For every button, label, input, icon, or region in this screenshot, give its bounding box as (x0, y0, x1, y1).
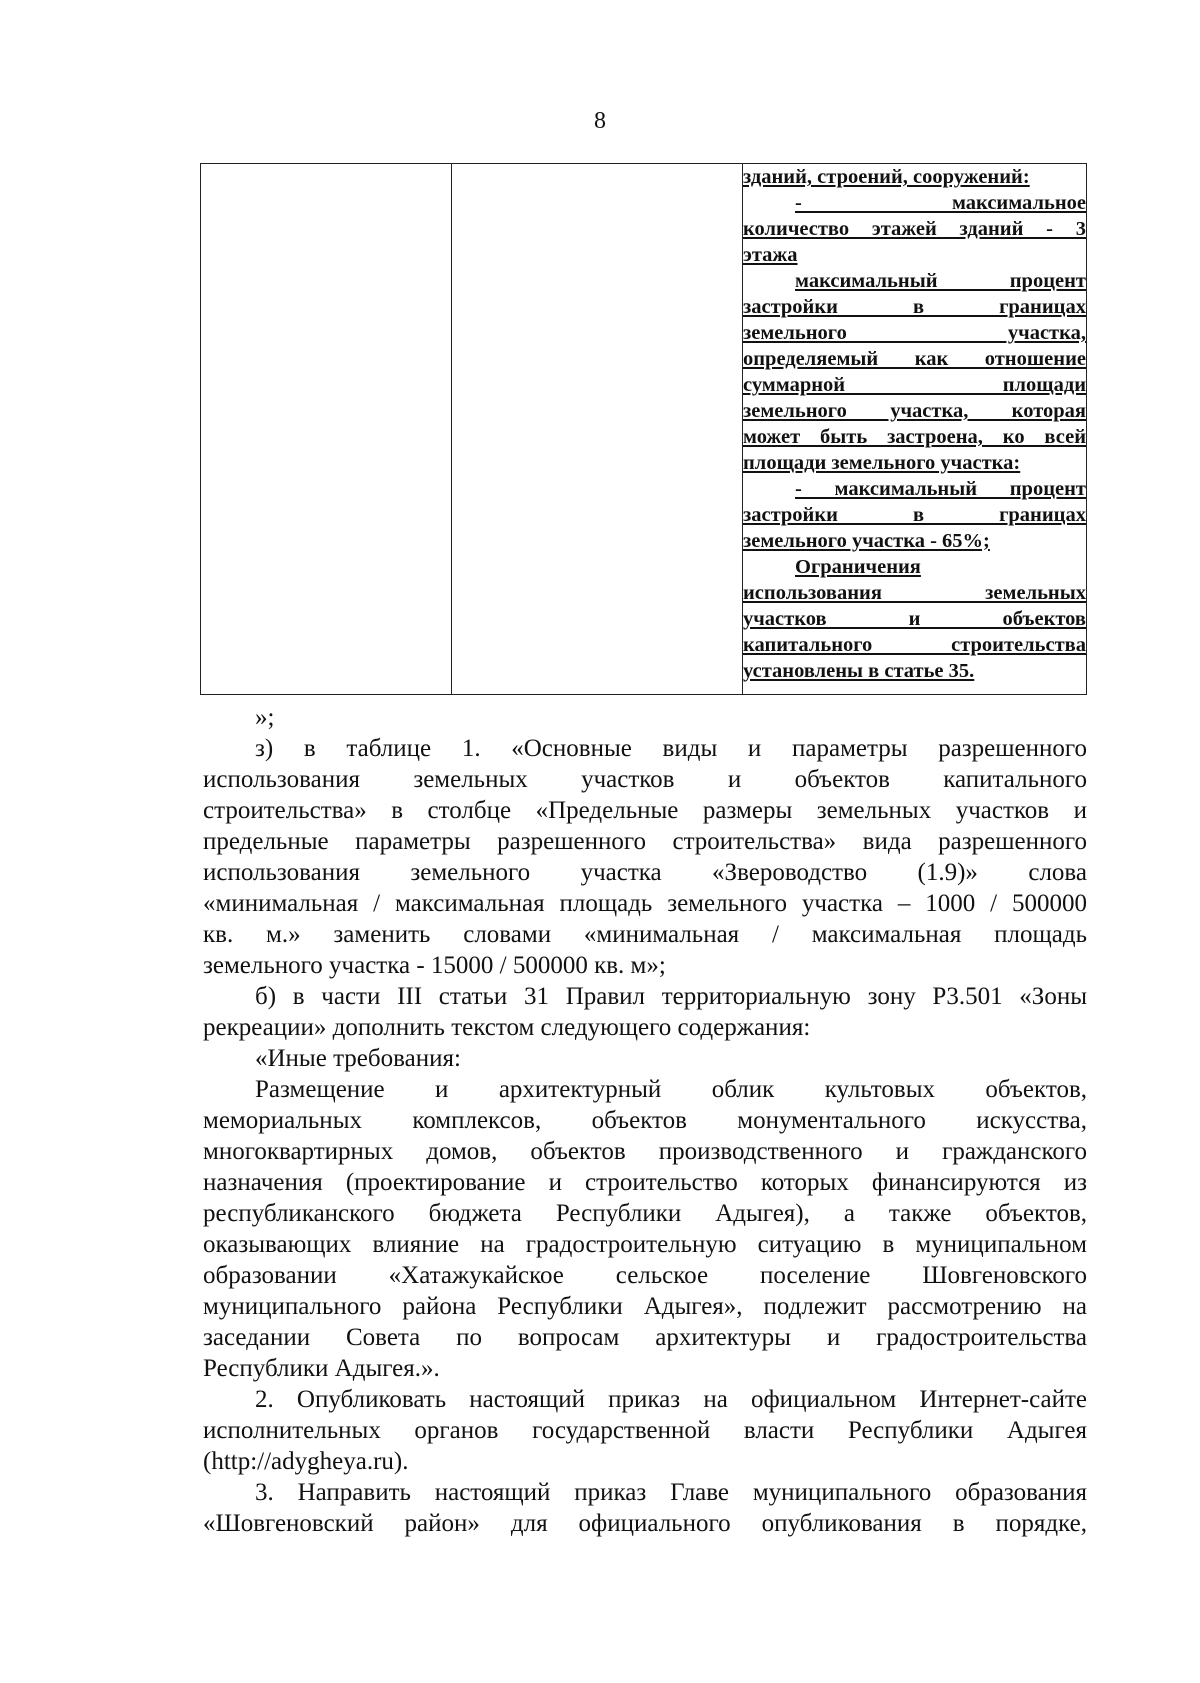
text-line: Республики Адыгея.». (203, 1355, 440, 1382)
text-line: «минимальная / максимальная площадь земельного участка – 1000 / 500000 (203, 890, 1087, 917)
text-line: муниципального района Республики Адыгея», подлежит рассмотрению на (203, 1293, 1087, 1320)
cell-line: определяемый как отношение (743, 348, 1086, 370)
text-line: земельного участка - 15000 / 500000 кв. м»; (203, 952, 666, 979)
cell-line: установлены в статье 35. (743, 660, 975, 682)
cell-line: участков и объектов (743, 608, 1086, 630)
text-line: исполнительных органов государственной власти Республики Адыгея (203, 1417, 1087, 1444)
text-line: кв. м.» заменить словами «минимальная / максимальная площадь (203, 921, 1087, 948)
text-line: «Иные требования: (255, 1045, 461, 1072)
cell-line: зданий, строений, сооружений: (743, 166, 1030, 188)
cell-line: использования земельных (743, 582, 1086, 604)
cell-line: может быть застроена, ко всей (743, 426, 1086, 448)
cell-line: суммарной площади (743, 374, 1086, 396)
document-body (203, 702, 1087, 1539)
text-line: »; (255, 704, 275, 731)
cell-line: - максимальное (795, 192, 1086, 214)
text-line: (http://adygheya.ru). (203, 1448, 409, 1475)
text-line: многоквартирных домов, объектов производственного и гражданского (203, 1138, 1087, 1165)
cell-line: Ограничения (795, 556, 921, 578)
table-cell-empty-1 (201, 164, 452, 695)
text-line: з) в таблице 1. «Основные виды и параметры разрешенного (255, 735, 1087, 762)
cell-line: капитального строительства (743, 634, 1086, 656)
cell-line: количество этажей зданий - 3 (743, 218, 1086, 240)
continuation-table (200, 163, 1087, 695)
page-number: 8 (594, 108, 606, 134)
text-line: строительства» в столбце «Предельные размеры земельных участков и (203, 797, 1087, 824)
text-line: предельные параметры разрешенного строительства» вида разрешенного (203, 828, 1087, 855)
text-line: Размещение и архитектурный облик культовых объектов, (255, 1076, 1087, 1103)
text-line: «Шовгеновский район» для официального опубликования в порядке, (203, 1510, 1087, 1537)
cell-line: земельного участка - 65%; (743, 530, 990, 552)
text-line: оказывающих влияние на градостроительную ситуацию в муниципальном (203, 1231, 1087, 1258)
cell-line: - максимальный процент (795, 478, 1086, 500)
text-line: образовании «Хатажукайское сельское поселение Шовгеновского (203, 1262, 1087, 1289)
table-cell-empty-2 (452, 164, 743, 695)
text-line: назначения (проектирование и строительство которых финансируются из (203, 1169, 1087, 1196)
text-line: 2. Опубликовать настоящий приказ на официальном Интернет-сайте (255, 1386, 1087, 1413)
cell-line: площади земельного участка: (743, 452, 1021, 474)
cell-line: максимальный процент (795, 270, 1086, 292)
cell-line: застройки в границах (743, 296, 1086, 318)
text-line: 3. Направить настоящий приказ Главе муниципального образования (255, 1479, 1087, 1506)
text-line: б) в части III статьи 31 Правил территориальную зону Р3.501 «Зоны (255, 983, 1087, 1010)
table-row (201, 164, 1087, 695)
text-line: мемориальных комплексов, объектов монументального искусства, (203, 1107, 1087, 1134)
text-line: использования земельных участков и объектов капитального (203, 766, 1087, 793)
text-line: рекреации» дополнить текстом следующего содержания: (203, 1014, 811, 1041)
text-line: заседании Совета по вопросам архитектуры и градостроительства (203, 1324, 1087, 1351)
cell-line: земельного участка, которая (743, 400, 1086, 422)
cell-line: застройки в границах (743, 504, 1086, 526)
table-cell-parameters (743, 164, 1087, 695)
text-line: республиканского бюджета Республики Адыгея), а также объектов, (203, 1200, 1087, 1227)
cell-line: земельного участка, (743, 322, 1086, 344)
cell-line: этажа (743, 244, 798, 266)
text-line: использования земельного участка «Звероводство (1.9)» слова (203, 859, 1087, 886)
